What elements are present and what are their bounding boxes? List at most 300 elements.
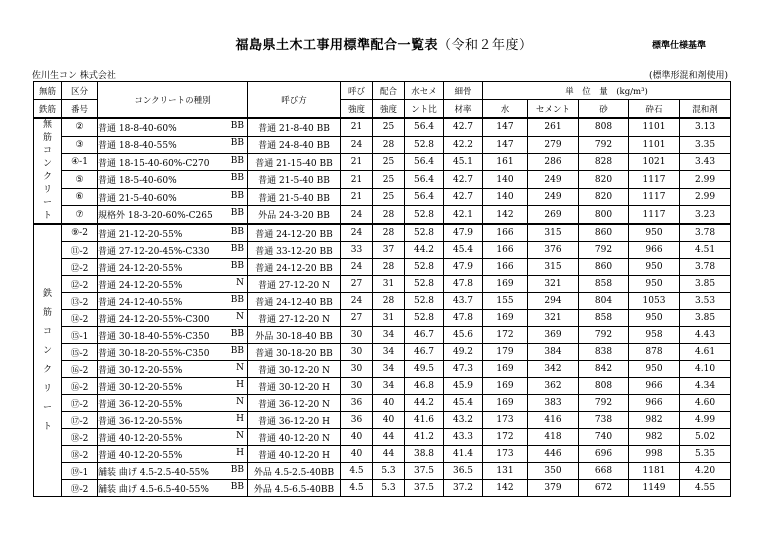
cell-yobi: 27 (341, 276, 373, 293)
table-row (34, 136, 731, 153)
cell-cement: 384 (528, 344, 579, 361)
cell-sand: 820 (579, 171, 629, 188)
header-mukin: 無筋 (34, 82, 62, 100)
kind-text: 普通 40-12-20-55% (98, 450, 183, 461)
cell-gravel: 1101 (629, 118, 680, 136)
cell-sand: 860 (579, 259, 629, 276)
cell-yobikata: 普通 27-12-20 N (248, 310, 341, 327)
cell-sand: 792 (579, 327, 629, 344)
cell-wc: 38.8 (405, 446, 444, 463)
cell-yobikata: 普通 36-12-20 N (248, 395, 341, 412)
header-tekkin: 鉄筋 (34, 100, 62, 119)
cell-no: ⑮-2 (62, 344, 98, 361)
cell-agg: 45.6 (444, 327, 483, 344)
kind-text: 普通 18-5-40-60% (98, 176, 177, 187)
table-row (34, 171, 731, 188)
cell-gravel: 1181 (629, 463, 680, 480)
cell-cement: 315 (528, 224, 579, 242)
cell-no: ⑬-2 (62, 293, 98, 310)
cell-yobi: 4.5 (341, 480, 373, 497)
cell-sand: 668 (579, 463, 629, 480)
cell-gravel: 1101 (629, 136, 680, 153)
cell-water: 140 (483, 188, 528, 205)
kind-text: 舗装 曲げ 4.5-2.5-40-55% (98, 467, 209, 478)
cell-wc: 56.4 (405, 118, 444, 136)
cell-sand: 740 (579, 429, 629, 446)
cell-wc: 49.5 (405, 361, 444, 378)
cell-yobi: 30 (341, 378, 373, 395)
header-haigo: 配合 (373, 82, 405, 100)
cell-agg: 45.9 (444, 378, 483, 395)
cell-kind (98, 446, 248, 463)
cell-admix: 2.99 (680, 188, 731, 205)
cell-kind (98, 361, 248, 378)
cement-code: BB (230, 226, 244, 237)
cell-kind (98, 463, 248, 480)
cell-gravel: 966 (629, 242, 680, 259)
cell-sand: 792 (579, 136, 629, 153)
cell-admix: 4.10 (680, 361, 731, 378)
cell-yobikata: 普通 40-12-20 N (248, 429, 341, 446)
cell-yobikata: 普通 24-8-40 BB (248, 136, 341, 153)
cell-water: 142 (483, 206, 528, 224)
cell-cement: 315 (528, 259, 579, 276)
cell-gravel: 1053 (629, 293, 680, 310)
cell-water: 172 (483, 327, 528, 344)
cell-wc: 56.4 (405, 171, 444, 188)
company-name: 佐川生コン 株式会社 (32, 71, 116, 81)
cell-yobikata: 普通 30-12-20 N (248, 361, 341, 378)
header-kubun: 区分 (62, 82, 98, 100)
cell-cement: 446 (528, 446, 579, 463)
cell-kind (98, 153, 248, 170)
cell-no: ③ (62, 136, 98, 153)
cell-sand: 828 (579, 153, 629, 170)
kind-text: 普通 18-8-40-55% (98, 141, 177, 152)
cell-haigo: 25 (373, 188, 405, 205)
cell-yobikata: 普通 36-12-20 H (248, 412, 341, 429)
cell-admix: 4.51 (680, 242, 731, 259)
header-unit: 単 位 量 (kg/m³) (483, 82, 731, 100)
cement-code: BB (230, 138, 244, 149)
kind-text: 普通 30-18-40-55%-C350 (98, 331, 210, 342)
group-char: 筋 (42, 307, 52, 318)
cell-kind (98, 224, 248, 242)
group-label-reinforced (34, 224, 62, 497)
cell-yobi: 27 (341, 310, 373, 327)
cell-haigo: 25 (373, 153, 405, 170)
cell-haigo: 28 (373, 136, 405, 153)
group-char: ー (42, 402, 52, 413)
cell-haigo: 25 (373, 171, 405, 188)
cell-admix: 3.13 (680, 118, 731, 136)
header-kyodo: 強度 (341, 100, 373, 119)
group-char: 無 (42, 120, 52, 130)
cell-sand: 808 (579, 118, 629, 136)
cell-kind (98, 118, 248, 136)
cell-no: ⑱-2 (62, 446, 98, 463)
header-agg: 細骨 (444, 82, 483, 100)
cell-haigo: 34 (373, 361, 405, 378)
cell-no: ⑲-2 (62, 480, 98, 497)
cement-code: BB (230, 243, 244, 254)
table-row (34, 361, 731, 378)
table-row (34, 276, 731, 293)
cell-agg: 47.8 (444, 276, 483, 293)
cell-kind (98, 412, 248, 429)
cell-admix: 5.35 (680, 446, 731, 463)
cell-gravel: 1021 (629, 153, 680, 170)
cement-code: BB (230, 464, 244, 475)
cell-haigo: 34 (373, 327, 405, 344)
page-title: 福島県土木工事用標準配合一覧表（令和２年度） (235, 38, 533, 53)
cell-kind (98, 171, 248, 188)
cell-haigo: 28 (373, 206, 405, 224)
cement-code: N (236, 430, 244, 441)
cell-gravel: 982 (629, 412, 680, 429)
cell-gravel: 950 (629, 259, 680, 276)
cell-haigo: 37 (373, 242, 405, 259)
cell-cement: 376 (528, 242, 579, 259)
cell-yobikata: 普通 30-12-20 H (248, 378, 341, 395)
cell-gravel: 958 (629, 327, 680, 344)
kind-text: 普通 30-18-20-55%-C350 (98, 348, 210, 359)
cell-agg: 49.2 (444, 344, 483, 361)
cell-admix: 3.43 (680, 153, 731, 170)
cell-haigo: 44 (373, 446, 405, 463)
kind-text: 普通 24-12-20-55% (98, 263, 183, 274)
cell-cement: 379 (528, 480, 579, 497)
table-body (34, 118, 731, 497)
header-kind: コンクリートの種別 (98, 82, 248, 119)
cell-water: 169 (483, 361, 528, 378)
cell-agg: 42.2 (444, 136, 483, 153)
cell-agg: 47.9 (444, 224, 483, 242)
cell-yobi: 24 (341, 224, 373, 242)
group-char: ン (42, 159, 52, 169)
cell-agg: 47.9 (444, 259, 483, 276)
cell-gravel: 1117 (629, 171, 680, 188)
cell-kind (98, 259, 248, 276)
cell-no: ⑯-2 (62, 361, 98, 378)
table-row (34, 293, 731, 310)
kind-text: 普通 36-12-20-55% (98, 416, 183, 427)
group-char: ー (42, 198, 52, 208)
cell-yobi: 4.5 (341, 463, 373, 480)
cell-sand: 804 (579, 293, 629, 310)
spec-label: 標準仕様基準 (651, 41, 706, 51)
cell-gravel: 878 (629, 344, 680, 361)
cell-admix: 3.23 (680, 206, 731, 224)
cell-haigo: 28 (373, 293, 405, 310)
cell-wc: 41.6 (405, 412, 444, 429)
group-char: ク (42, 172, 52, 182)
header-wc-ratio: ント比 (405, 100, 444, 119)
cell-yobikata: 外品 4.5-2.5-40BB (248, 463, 341, 480)
kind-text: 普通 27-12-20-45%-C330 (98, 246, 210, 257)
cell-kind (98, 378, 248, 395)
cell-no: ⑥ (62, 188, 98, 205)
cell-cement: 321 (528, 276, 579, 293)
cell-yobi: 36 (341, 412, 373, 429)
cell-gravel: 1117 (629, 188, 680, 205)
kind-text: 普通 24-12-20-55%-C300 (98, 314, 210, 325)
header-yobi: 呼び (341, 82, 373, 100)
cell-admix: 4.43 (680, 327, 731, 344)
group-char: ト (42, 421, 52, 432)
cell-yobikata: 普通 24-12-40 BB (248, 293, 341, 310)
cell-cement: 416 (528, 412, 579, 429)
cell-cement: 321 (528, 310, 579, 327)
cell-sand: 842 (579, 361, 629, 378)
cell-sand: 696 (579, 446, 629, 463)
cell-no: ⑤ (62, 171, 98, 188)
group-label-plain (34, 118, 62, 224)
cement-code: BB (230, 345, 244, 356)
cement-code: H (236, 413, 244, 424)
cell-yobikata: 普通 21-15-40 BB (248, 153, 341, 170)
cell-agg: 45.4 (444, 242, 483, 259)
cell-yobi: 24 (341, 259, 373, 276)
cell-yobikata: 普通 33-12-20 BB (248, 242, 341, 259)
cell-kind (98, 276, 248, 293)
cell-kind (98, 293, 248, 310)
cell-cement: 286 (528, 153, 579, 170)
kind-text: 普通 36-12-20-55% (98, 399, 183, 410)
cell-sand: 792 (579, 395, 629, 412)
cell-sand: 792 (579, 242, 629, 259)
cell-water: 166 (483, 224, 528, 242)
group-char: コ (42, 146, 52, 156)
cell-wc: 52.8 (405, 259, 444, 276)
header-row-1 (34, 82, 731, 100)
cell-sand: 808 (579, 378, 629, 395)
cell-agg: 42.1 (444, 206, 483, 224)
cell-admix: 2.99 (680, 171, 731, 188)
cell-yobikata: 外品 4.5-6.5-40BB (248, 480, 341, 497)
cell-agg: 47.8 (444, 310, 483, 327)
kind-text: 普通 21-12-20-55% (98, 229, 183, 240)
group-char: ク (42, 364, 52, 375)
cell-cement: 249 (528, 188, 579, 205)
kind-text: 普通 30-12-20-55% (98, 365, 183, 376)
cell-sand: 858 (579, 276, 629, 293)
cell-sand: 858 (579, 310, 629, 327)
cell-agg: 45.4 (444, 395, 483, 412)
header-sand: 砂 (579, 100, 629, 119)
cell-sand: 800 (579, 206, 629, 224)
cell-yobi: 21 (341, 188, 373, 205)
header-haigo-kyodo: 強度 (373, 100, 405, 119)
cell-yobikata: 普通 24-12-20 BB (248, 259, 341, 276)
cell-agg: 37.2 (444, 480, 483, 497)
cell-yobi: 21 (341, 118, 373, 136)
cell-water: 169 (483, 395, 528, 412)
cement-code: BB (230, 481, 244, 492)
cell-agg: 45.1 (444, 153, 483, 170)
cell-wc: 52.8 (405, 310, 444, 327)
cell-no: ② (62, 118, 98, 136)
table-row (34, 206, 731, 224)
cell-yobikata: 普通 27-12-20 N (248, 276, 341, 293)
kind-text: 普通 40-12-20-55% (98, 433, 183, 444)
cell-haigo: 5.3 (373, 463, 405, 480)
cement-code: H (236, 447, 244, 458)
cell-no: ⑦ (62, 206, 98, 224)
kind-text: 普通 24-12-20-55% (98, 280, 183, 291)
group-char: ン (42, 345, 52, 356)
table-row (34, 188, 731, 205)
cell-yobikata: 普通 30-18-20 BB (248, 344, 341, 361)
cement-code: BB (230, 294, 244, 305)
cell-yobi: 33 (341, 242, 373, 259)
cell-agg: 43.2 (444, 412, 483, 429)
cell-no: ⑲-1 (62, 463, 98, 480)
table-row (34, 224, 731, 242)
cell-admix: 3.85 (680, 310, 731, 327)
cell-yobi: 30 (341, 344, 373, 361)
cell-gravel: 1149 (629, 480, 680, 497)
cell-haigo: 28 (373, 224, 405, 242)
cell-water: 169 (483, 276, 528, 293)
cell-cement: 279 (528, 136, 579, 153)
cell-cement: 342 (528, 361, 579, 378)
cement-code: BB (230, 260, 244, 271)
cell-haigo: 31 (373, 310, 405, 327)
group-char: 鉄 (42, 288, 52, 299)
cell-water: 155 (483, 293, 528, 310)
cell-kind (98, 188, 248, 205)
cell-admix: 4.34 (680, 378, 731, 395)
table-row (34, 242, 731, 259)
cell-yobi: 24 (341, 206, 373, 224)
cell-haigo: 25 (373, 118, 405, 136)
cell-no: ⑪-2 (62, 242, 98, 259)
table-row (34, 153, 731, 170)
cell-agg: 42.7 (444, 171, 483, 188)
cell-wc: 37.5 (405, 463, 444, 480)
cell-wc: 44.2 (405, 395, 444, 412)
cell-no: ⑯-2 (62, 378, 98, 395)
cell-water: 169 (483, 378, 528, 395)
cell-haigo: 40 (373, 395, 405, 412)
cell-sand: 672 (579, 480, 629, 497)
kind-text: 普通 18-15-40-60%-C270 (98, 158, 210, 169)
cell-no: ⑰-2 (62, 395, 98, 412)
header-gravel: 砕石 (629, 100, 680, 119)
table-row (34, 344, 731, 361)
cell-agg: 42.7 (444, 188, 483, 205)
cell-no: ④-1 (62, 153, 98, 170)
cell-water: 147 (483, 136, 528, 153)
mix-table (33, 81, 731, 497)
cell-agg: 43.7 (444, 293, 483, 310)
cell-yobikata: 外品 24-3-20 BB (248, 206, 341, 224)
cell-water: 142 (483, 480, 528, 497)
cell-wc: 41.2 (405, 429, 444, 446)
header-admix: 混和剤 (680, 100, 731, 119)
cell-cement: 350 (528, 463, 579, 480)
cement-code: BB (230, 208, 244, 219)
cement-code: BB (230, 120, 244, 131)
cell-cement: 294 (528, 293, 579, 310)
table-row (34, 327, 731, 344)
cell-wc: 46.8 (405, 378, 444, 395)
cell-kind (98, 429, 248, 446)
header-cement: セメント (528, 100, 579, 119)
cell-admix: 3.35 (680, 136, 731, 153)
cell-gravel: 950 (629, 361, 680, 378)
cell-cement: 261 (528, 118, 579, 136)
cell-wc: 52.8 (405, 293, 444, 310)
cell-wc: 46.7 (405, 344, 444, 361)
cell-water: 166 (483, 242, 528, 259)
cell-yobikata: 普通 21-8-40 BB (248, 118, 341, 136)
group-char: コ (42, 326, 52, 337)
cell-yobi: 24 (341, 293, 373, 310)
cell-wc: 44.2 (405, 242, 444, 259)
cell-no: ⑭-2 (62, 310, 98, 327)
cell-no: ⑰-2 (62, 412, 98, 429)
cell-cement: 418 (528, 429, 579, 446)
cell-wc: 52.8 (405, 206, 444, 224)
table-row (34, 429, 731, 446)
cell-wc: 37.5 (405, 480, 444, 497)
cement-code: BB (230, 173, 244, 184)
cell-yobi: 21 (341, 171, 373, 188)
cement-code: H (236, 379, 244, 390)
group-char: 筋 (42, 133, 52, 143)
cell-cement: 369 (528, 327, 579, 344)
cell-wc: 46.7 (405, 327, 444, 344)
table-row (34, 463, 731, 480)
cell-gravel: 950 (629, 310, 680, 327)
cell-cement: 269 (528, 206, 579, 224)
cell-water: 161 (483, 153, 528, 170)
cell-sand: 738 (579, 412, 629, 429)
cell-haigo: 40 (373, 412, 405, 429)
cell-water: 172 (483, 429, 528, 446)
cell-gravel: 950 (629, 276, 680, 293)
cell-gravel: 966 (629, 378, 680, 395)
kind-text: 規格外 18-3-20-60%-C265 (98, 211, 213, 222)
cell-gravel: 1117 (629, 206, 680, 224)
cell-haigo: 34 (373, 378, 405, 395)
cell-no: ⑫-2 (62, 276, 98, 293)
cell-wc: 56.4 (405, 153, 444, 170)
cement-code: N (236, 311, 244, 322)
cell-gravel: 966 (629, 395, 680, 412)
header-bango: 番号 (62, 100, 98, 119)
cell-gravel: 998 (629, 446, 680, 463)
cell-no: ⑫-2 (62, 259, 98, 276)
cell-water: 169 (483, 310, 528, 327)
cell-water: 166 (483, 259, 528, 276)
cell-admix: 4.20 (680, 463, 731, 480)
cell-yobi: 40 (341, 446, 373, 463)
cell-water: 179 (483, 344, 528, 361)
kind-text: 舗装 曲げ 4.5-6.5-40-55% (98, 484, 209, 495)
cell-admix: 4.55 (680, 480, 731, 497)
cell-haigo: 44 (373, 429, 405, 446)
kind-text: 普通 30-12-20-55% (98, 382, 183, 393)
cell-yobikata: 普通 24-12-20 BB (248, 224, 341, 242)
cell-admix: 3.85 (680, 276, 731, 293)
cell-yobikata: 普通 21-5-40 BB (248, 188, 341, 205)
cell-no: ⑮-1 (62, 327, 98, 344)
cell-gravel: 982 (629, 429, 680, 446)
header-agg-ratio: 材率 (444, 100, 483, 119)
